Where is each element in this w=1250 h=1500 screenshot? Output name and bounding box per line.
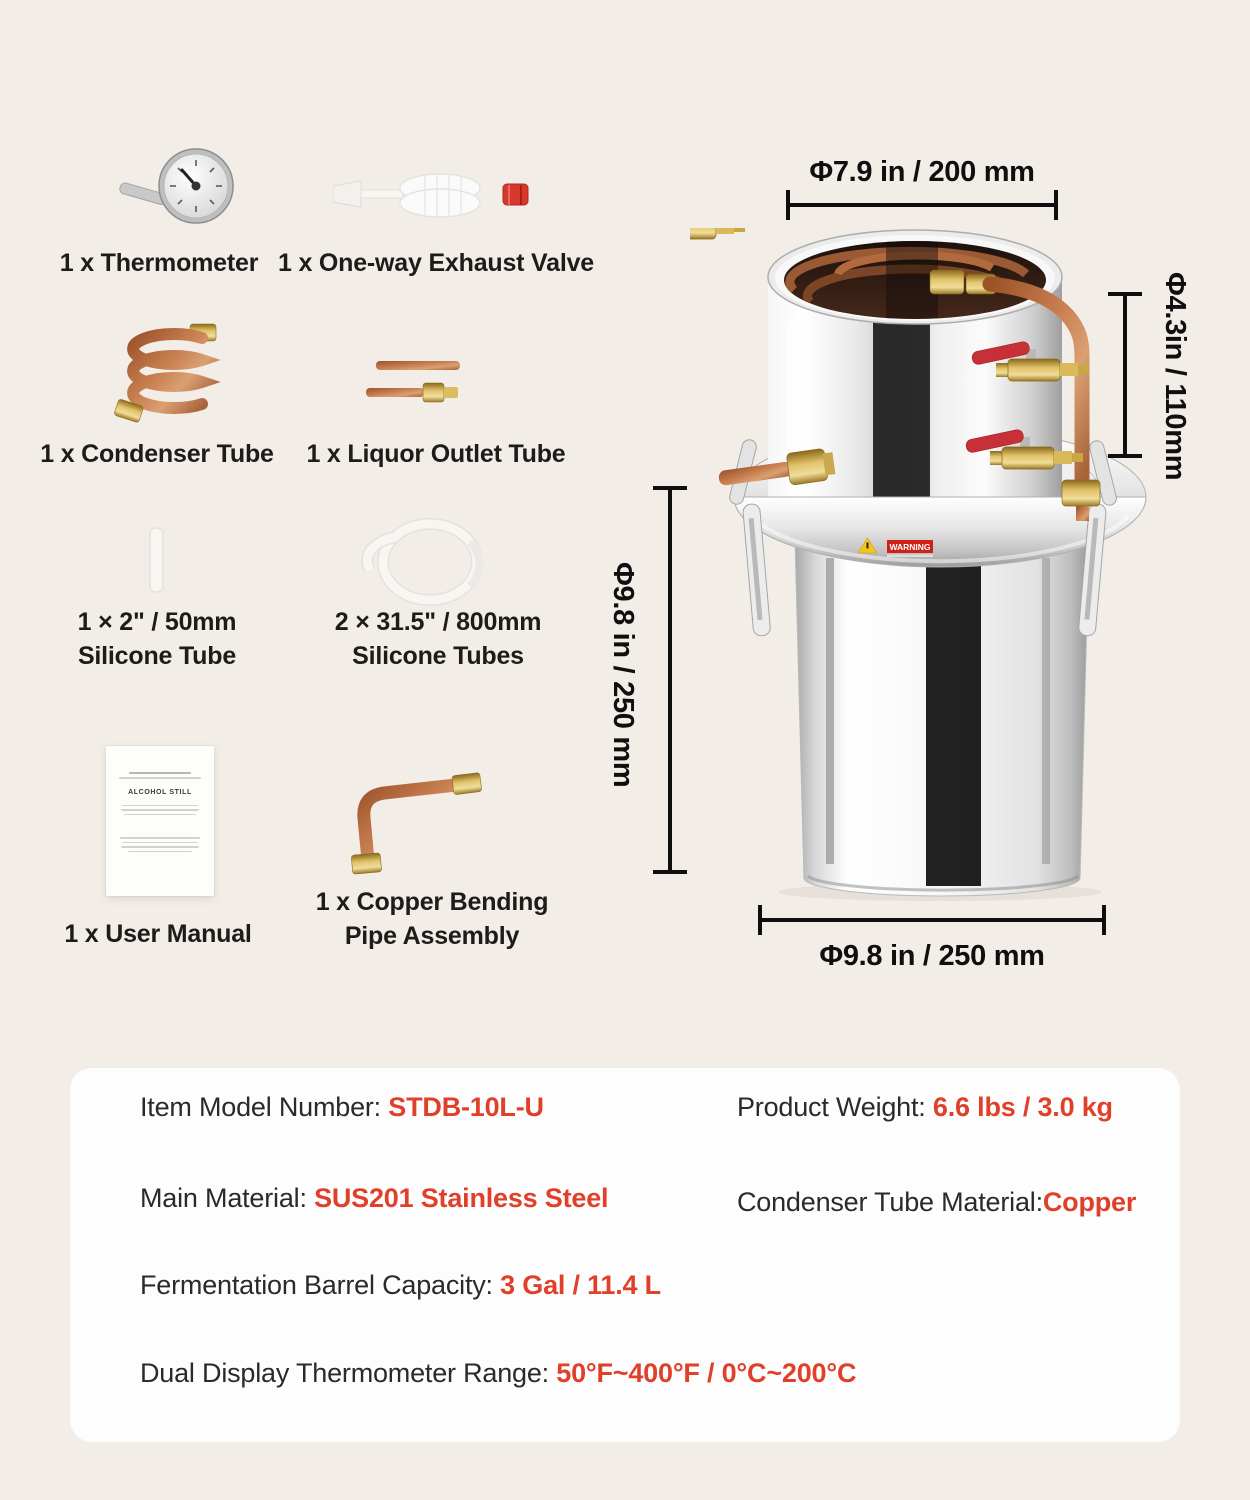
spec-model-value: STDB-10L-U (388, 1092, 544, 1122)
silicone-tubes-long-label (335, 605, 542, 673)
dim-label-right: Φ4.3in / 110mm (1159, 272, 1191, 481)
dim-line-bottom (758, 918, 1106, 922)
dim-line-left (668, 486, 672, 874)
condenser-tube-label: 1 x Condenser Tube (40, 440, 274, 468)
dim-label-top: Φ7.9 in / 200 mm (809, 156, 1035, 188)
exhaust-valve-label: 1 x One-way Exhaust Valve (278, 249, 594, 277)
copper-bending-pipe-label-line1: 1 x Copper Bending (315, 888, 549, 916)
silicone-tube-short-label (78, 605, 237, 673)
user-manual-label: 1 x User Manual (64, 920, 252, 948)
warning-text: WARNING (889, 542, 931, 552)
dim-label-bottom: Φ9.8 in / 250 mm (819, 940, 1045, 972)
spec-thermo-range-value: 50°F~400°F / 0°C~200°C (556, 1358, 857, 1388)
spec-thermo-range (140, 1358, 856, 1389)
spec-panel (70, 1068, 1180, 1442)
copper-bending-pipe-label (316, 885, 549, 953)
dim-label-left: Φ9.8 in / 250 mm (607, 562, 639, 788)
liquor-outlet-tube-label: 1 x Liquor Outlet Tube (306, 440, 566, 468)
user-manual-icon (106, 746, 214, 896)
spec-material-value: SUS201 Stainless Steel (314, 1183, 609, 1213)
still-product-image (690, 228, 1160, 918)
spec-thermo-range-label: Dual Display Thermometer Range: (140, 1358, 557, 1388)
ball-valve (690, 228, 745, 239)
silicone-tubes-long-icon (350, 512, 492, 612)
condenser-tube-icon (112, 322, 224, 432)
liquor-outlet-tube-icon (366, 358, 466, 406)
spec-capacity (140, 1270, 661, 1301)
spec-condenser-material-value: Copper (1042, 1187, 1137, 1217)
silicone-tube-short-label-line1: 1 × 2" / 50mm (77, 608, 237, 636)
spec-weight-label: Product Weight: (737, 1092, 933, 1122)
spec-weight-value: 6.6 lbs / 3.0 kg (932, 1092, 1113, 1122)
silicone-tube-short-icon (148, 526, 166, 594)
spec-condenser-material (737, 1187, 1136, 1218)
spec-condenser-material-label: Condenser Tube Material: (737, 1187, 1043, 1217)
dim-line-right (1123, 292, 1127, 458)
spec-model-label: Item Model Number: (140, 1092, 389, 1122)
thermometer-label: 1 x Thermometer (59, 249, 259, 277)
spec-material (140, 1183, 608, 1214)
thermometer-icon (116, 140, 246, 242)
copper-bending-pipe-label-line2: Pipe Assembly (344, 922, 520, 950)
spec-model (140, 1092, 544, 1123)
spec-weight (737, 1092, 1113, 1123)
silicone-tubes-long-label-line1: 2 × 31.5" / 800mm (334, 608, 542, 636)
copper-bending-pipe-icon (338, 770, 490, 876)
exhaust-valve-icon (333, 166, 538, 230)
dim-line-top (786, 203, 1058, 207)
spec-material-label: Main Material: (140, 1183, 315, 1213)
spec-capacity-label: Fermentation Barrel Capacity: (140, 1270, 501, 1300)
manual-title: ALCOHOL STILL (128, 788, 192, 796)
silicone-tube-short-label-line2: Silicone Tube (77, 642, 237, 670)
silicone-tubes-long-label-line2: Silicone Tubes (352, 642, 524, 670)
spec-capacity-value: 3 Gal / 11.4 L (500, 1270, 661, 1300)
